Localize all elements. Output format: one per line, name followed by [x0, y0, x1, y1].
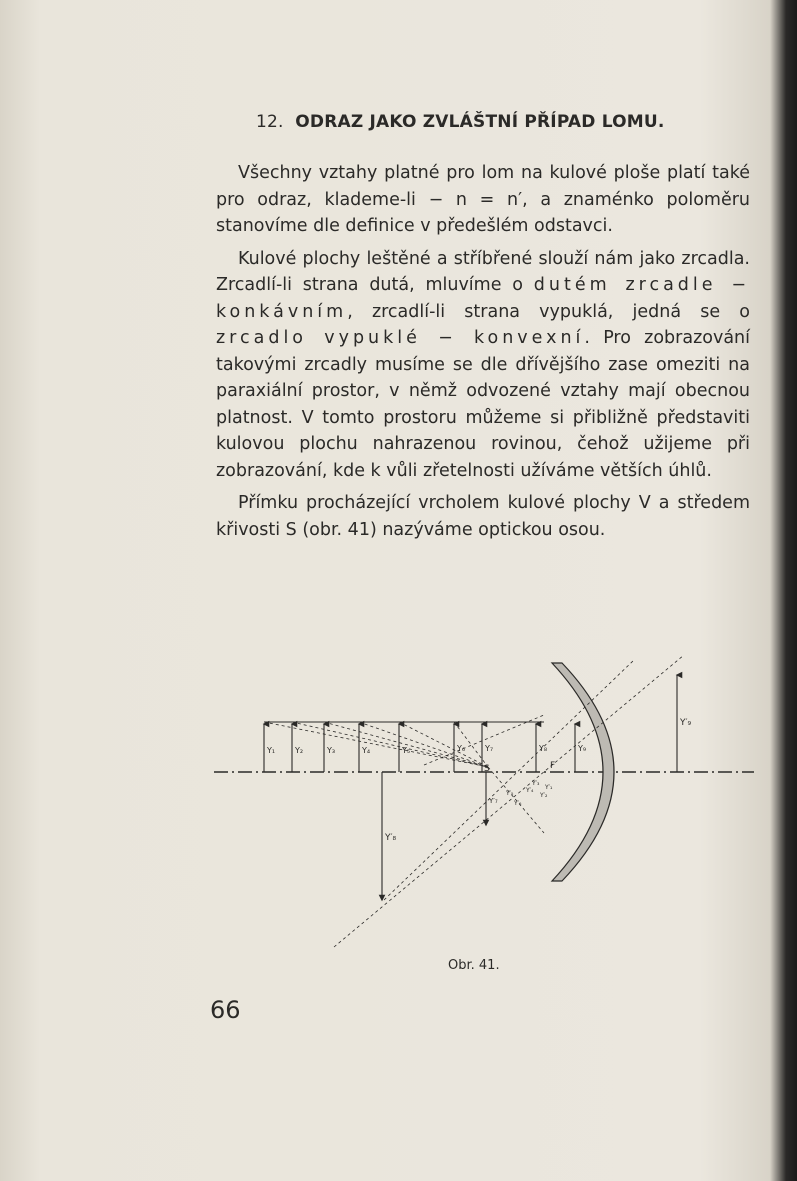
paragraph-1: Všechny vztahy platné pro lom na kulové ploše platí také pro odraz, klademe-li − n = n′, a znaménko poloměru stanovíme dle definice v předešlém odstavci.: [216, 163, 750, 236]
body-text: [216, 160, 750, 543]
label-y8: Y₈: [539, 744, 548, 753]
label-y4: Y₄: [362, 746, 371, 755]
page-number: 66: [210, 996, 241, 1024]
ray-lines: [264, 655, 684, 947]
mirror-diagram: [214, 655, 754, 965]
paragraph-3: Přímku procházející vrcholem kulové plochy V a středem křivosti S (obr. 41) nazýváme optickou osou.: [216, 493, 750, 540]
label-y9: Y₉: [578, 744, 587, 753]
figure-caption: Obr. 41.: [448, 958, 500, 973]
paragraph-2-text-c: . Pro zobrazování takovými zrcadly musíme se dle dřívějšího zase omeziti na paraxiální prostor, v němž odvozené vztahy mají obecnou platnost. V tomto prostoru můžeme si přibližně představiti kulovou plochu nahrazenou rovinou, čehož užijeme při zobrazování, kde k vůli zřetelnosti užíváme větších úhlů.: [216, 328, 751, 481]
label-y5: Y₅: [402, 746, 411, 755]
label-center-s: S: [484, 764, 490, 774]
label-y4-image: Y′₄: [526, 787, 534, 794]
label-y6: Y₆: [457, 744, 466, 753]
emphasis-concave-mirror: dutém zrcadle − konkávním: [216, 275, 750, 322]
label-focus-f: F: [550, 761, 556, 771]
label-y7-image: Y′₇: [489, 797, 498, 805]
paragraph-2: [216, 246, 750, 485]
label-y3: Y₃: [327, 746, 336, 755]
paragraph-2-text-a: Kulové plochy leštěné a stříbřené slouží nám jako zrcadla. Zrcadlí-li strana dutá, mluvíme o: [216, 248, 750, 295]
label-y2: Y₂: [295, 746, 304, 755]
label-y1-image: Y′₁: [545, 784, 553, 791]
section-number: 12.: [256, 112, 284, 132]
label-y8-image: Y′₈: [385, 833, 397, 843]
label-y2-image: Y′₂: [540, 792, 548, 799]
label-y9-image: Y′₉: [680, 718, 692, 728]
label-y3-image: Y′₃: [532, 780, 540, 787]
paragraph-2-text-b: , zrcadlí-li strana vypuklá, jedná se o: [347, 301, 750, 322]
label-y5-image: Y′₅: [506, 790, 514, 797]
section-title: ODRAZ JAKO ZVLÁŠTNÍ PŘÍPAD LOMU.: [295, 112, 665, 132]
label-y6-image: Y′₆: [514, 800, 522, 807]
section-heading: [256, 112, 665, 132]
label-y7: Y₇: [485, 744, 494, 753]
object-arrows: [264, 675, 677, 900]
label-y1: Y₁: [267, 746, 276, 755]
emphasis-convex-mirror: zrcadlo vypuklé − konvexní: [216, 328, 585, 348]
